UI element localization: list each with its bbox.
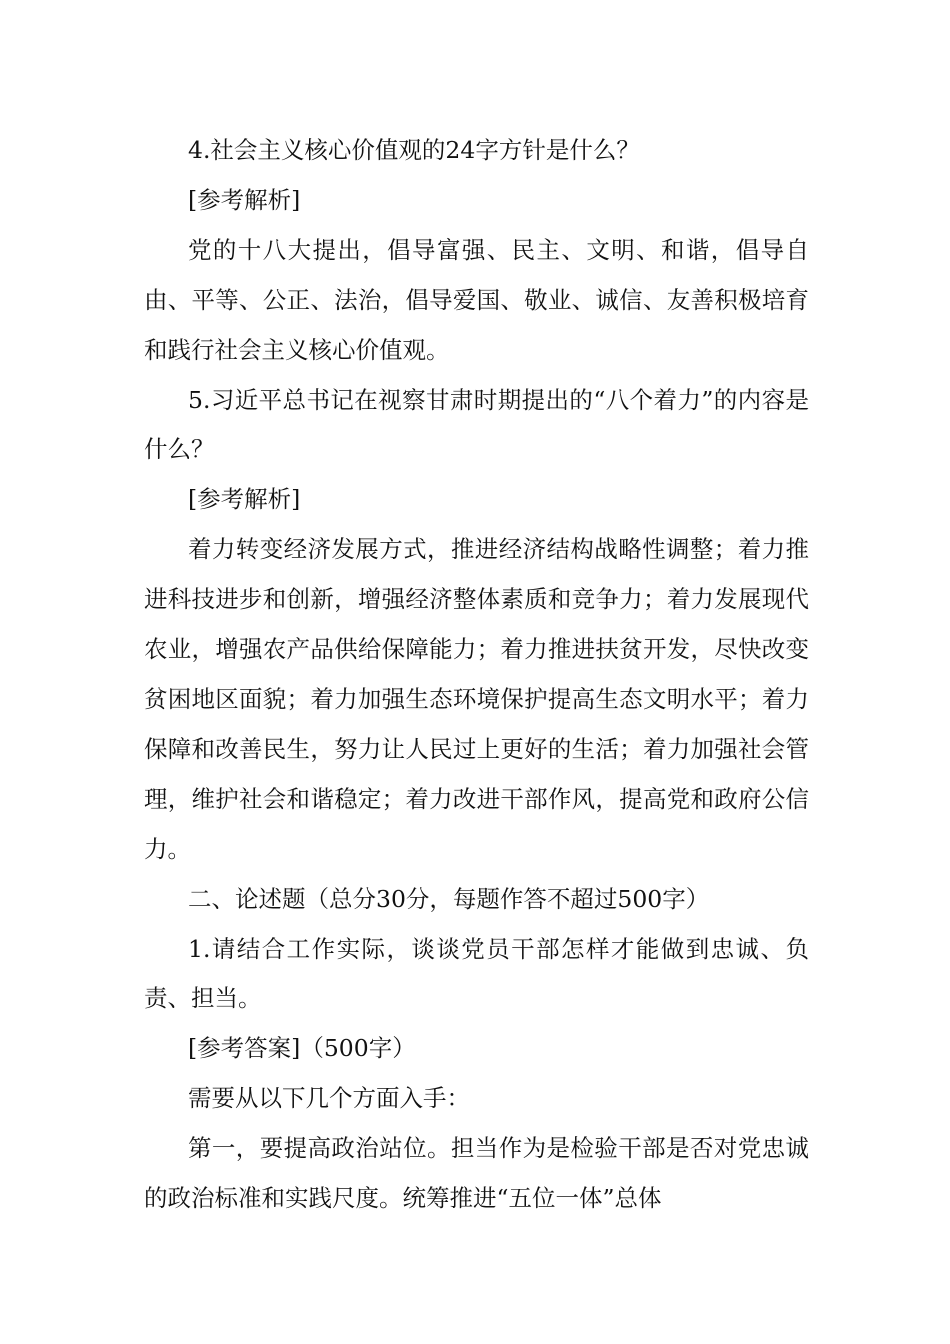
document-body	[144, 126, 809, 1224]
section-heading-essay: 二、论述题（总分30分，每题作答不超过500字）	[188, 884, 710, 913]
question-4: 4.社会主义核心价值观的24字方针是什么？	[188, 136, 640, 164]
essay-intro: 需要从以下几个方面入手：	[188, 1084, 470, 1113]
essay-point-1: 第一，要提高政治站位。担当作为是检验干部是否对党忠诚的政治标准和实践尺度。统筹推进“五位一体”总体	[144, 1134, 809, 1213]
question-5: 5.习近平总书记在视察甘肃时期提出的“八个着力”的内容是什么？	[144, 385, 809, 464]
reference-answer-label: [参考答案]（500字）	[188, 1034, 416, 1063]
essay-question-1: 1.请结合工作实际，谈谈党员干部怎样才能做到忠诚、负责、担当。	[144, 934, 809, 1013]
analysis-label-4: [参考解析]	[188, 185, 301, 214]
answer-5: 着力转变经济发展方式，推进经济结构战略性调整；着力推进科技进步和创新，增强经济整体素质和竞争力；着力发展现代农业，增强农产品供给保障能力；着力推进扶贫开发，尽快改变贫困地区面貌；着力加强生态环境保护提高生态文明水平；着力保障和改善民生，努力让人民过上更好的生活；着力加强社会管理，维护社会和谐稳定；着力改进干部作风，提高党和政府公信力。	[144, 535, 809, 863]
analysis-label-5: [参考解析]	[188, 485, 301, 514]
answer-4: 党的十八大提出，倡导富强、民主、文明、和谐，倡导自由、平等、公正、法治，倡导爱国、敬业、诚信、友善积极培育和践行社会主义核心价值观。	[144, 235, 809, 364]
